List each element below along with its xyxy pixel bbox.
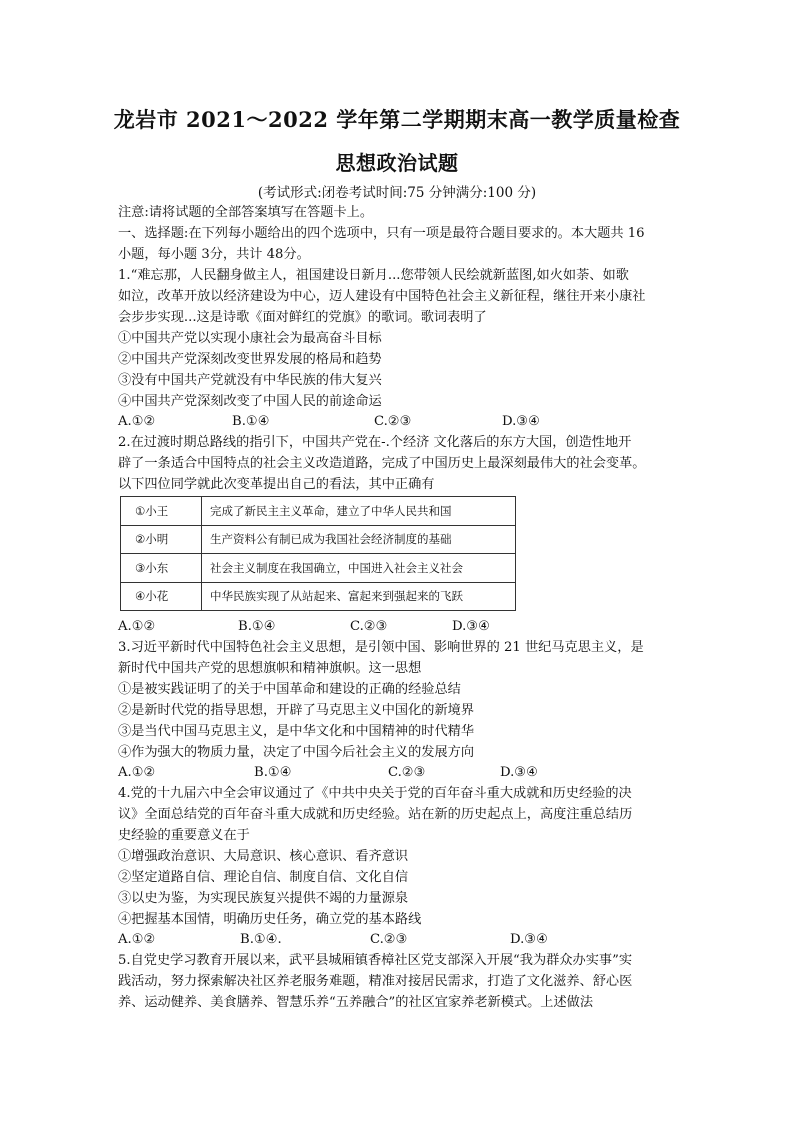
opinions-table <box>120 496 516 611</box>
student-name: ④小花 <box>121 582 202 611</box>
q1-stem: 如泣，改革开放以经济建设为中心，迈人建设有中国特色社会主义新征程，继往开来小康社 <box>118 289 646 304</box>
student-view: 完成了新民主主义革命，建立了中华人民共和国 <box>202 497 516 526</box>
section-intro: 一、选择题:在下列每小题给出的四个选项中，只有一项是最符合题目要求的。本大题共 16 <box>118 226 645 241</box>
choice-a: A.①② <box>118 619 156 634</box>
table-row <box>121 497 516 526</box>
q5-stem: 养、运动健养、美食膳养、智慧乐养“五养融合”的社区宜家养老新模式。上述做法 <box>118 995 594 1010</box>
exam-info: (考试形式:闭卷考试时间:75 分钟满分:100 分) <box>257 185 537 201</box>
choice-c: C.②③ <box>350 619 388 634</box>
choice-a: A.①② <box>118 414 156 429</box>
choice-d: D.③④ <box>500 765 538 780</box>
q5-stem: 践活动，努力探索解决社区养老服务难题，精准对接居民需求，打造了文化滋养、舒心医 <box>118 974 633 989</box>
q1-statement: ④中国共产党深刻改变了中国人民的前途命运 <box>118 394 382 409</box>
choice-c: C.②③ <box>388 765 426 780</box>
q4-statement: ④把握基本国情，明确历史任务，确立党的基本路线 <box>118 912 422 927</box>
choice-c: C.②③ <box>374 414 412 429</box>
q4-statement: ③以史为鉴，为实现民族复兴提供不竭的力量源泉 <box>118 891 409 906</box>
q4-statement: ①增强政治意识、大局意识、核心意识、看齐意识 <box>118 849 409 864</box>
q2-stem: 2.在过渡时期总路线的指引下，中国共产党在-.个经济 文化落后的东方大国，创造性地开 <box>118 435 632 450</box>
q3-statement: ③是当代中国马克思主义，是中华文化和中国精神的时代精华 <box>118 724 475 739</box>
q2-stem: 以下四位同学就此次变革提出自己的看法，其中正确有 <box>118 477 435 492</box>
q3-statement: ④作为强大的物质力量，决定了中国今后社会主义的发展方向 <box>118 745 475 760</box>
q1-statement: ①中国共产党以实现小康社会为最高奋斗目标 <box>118 331 382 346</box>
choice-b: B.①④ <box>232 414 270 429</box>
q4-stem: 4.党的十九届六中全会审议通过了《中共中央关于党的百年奋斗重大成就和历史经验的决 <box>118 786 632 801</box>
q1-statement: ③没有中国共产党就没有中华民族的伟大复兴 <box>118 373 382 388</box>
exam-title: 龙岩市 2021～2022 学年第二学期期末高一教学质量检查 <box>113 107 681 132</box>
q3-statement: ①是被实践证明了的关于中国革命和建设的正确的经验总结 <box>118 682 461 697</box>
choice-d: D.③④ <box>452 619 490 634</box>
student-name: ③小东 <box>121 554 202 583</box>
student-view: 生产资料公有制已成为我国社会经济制度的基础 <box>202 525 516 554</box>
student-view: 中华民族实现了从站起来、富起来到强起来的飞跃 <box>202 582 516 611</box>
exam-subject: 思想政治试题 <box>335 151 459 175</box>
notice: 注意:请将试题的全部答案填写在答题卡上。 <box>118 205 374 220</box>
q3-stem: 3.习近平新时代中国特色社会主义思想，是引领中国、影响世界的 21 世纪马克思主义，是 <box>118 640 644 655</box>
student-name: ②小明 <box>121 525 202 554</box>
choice-d: D.③④ <box>510 932 548 947</box>
choice-b: B.①④ <box>254 765 292 780</box>
table-row <box>121 525 516 554</box>
q1-statement: ②中国共产党深刻改变世界发展的格局和趋势 <box>118 352 382 367</box>
q2-stem: 辟了一条适合中国特点的社会主义改造道路，完成了中国历史上最深刻最伟大的社会变革。 <box>118 456 646 471</box>
student-view: 社会主义制度在我国确立，中国进入社会主义社会 <box>202 554 516 583</box>
q4-statement: ②坚定道路自信、理论自信、制度自信、文化自信 <box>118 870 409 885</box>
q1-stem: 会步步实现...这是诗歌《面对鲜红的党旗》的歌词。歌词表明了 <box>118 310 487 325</box>
q3-statement: ②是新时代党的指导思想，开辟了马克思主义中国化的新境界 <box>118 703 475 718</box>
q4-stem: 史经验的重要意义在于 <box>118 828 250 843</box>
choice-b: B.①④ <box>238 619 276 634</box>
student-name: ①小王 <box>121 497 202 526</box>
choice-a: A.①② <box>118 765 156 780</box>
choice-b: B.①④. <box>240 932 282 947</box>
choice-d: D.③④ <box>502 414 540 429</box>
section-intro: 小题，每小题 3分，共计 48分。 <box>118 247 310 262</box>
q3-stem: 新时代中国共产党的思想旗帜和精神旗帜。这一思想 <box>118 661 422 676</box>
q5-stem: 5.自党史学习教育开展以来，武平县城厢镇香樟社区党支部深入开展“我为群众办实事”实 <box>118 953 632 968</box>
q4-stem: 议》全面总结党的百年奋斗重大成就和历史经验。站在新的历史起点上，高度注重总结历 <box>118 807 633 822</box>
table-row <box>121 582 516 611</box>
choice-a: A.①② <box>118 932 156 947</box>
choice-c: C.②③ <box>370 932 408 947</box>
table-row <box>121 554 516 583</box>
q1-stem: 1.“难忘那，人民翻身做主人，祖国建设日新月...您带领人民绘就新蓝图,如火如荼、如歌 <box>118 268 629 283</box>
